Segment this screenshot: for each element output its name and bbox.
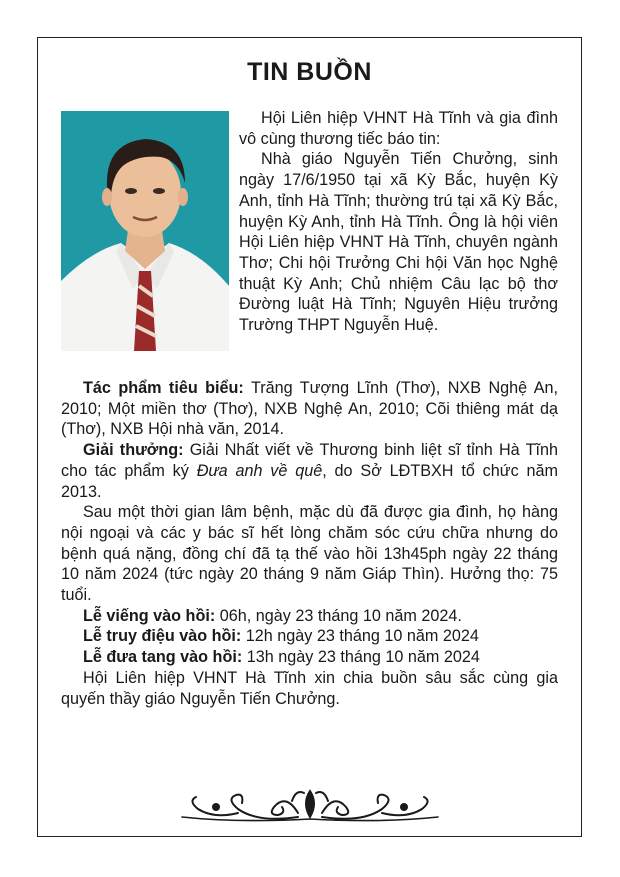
body-block — [61, 378, 558, 709]
award-label: Giải thưởng: — [83, 441, 184, 460]
works-paragraph — [61, 378, 558, 440]
portrait-photo — [61, 111, 229, 351]
funeral-label: Lễ đưa tang vào hồi: — [83, 648, 243, 667]
works-label: Tác phẩm tiêu biểu: — [83, 379, 244, 397]
memorial-label: Lễ truy điệu vào hồi: — [83, 627, 242, 646]
memorial-paragraph — [61, 626, 558, 647]
death-paragraph: Sau một thời gian lâm bệnh, mặc dù đã được gia đình, họ hàng nội ngoại và các y bác sĩ hết lòng chăm sóc cứu chữa nhưng do bệnh quá nặng, đồng chí đã tạ thế vào hồi 13h45ph ngày 22 tháng 10 năm 2024 (tức ngày 20 tháng 9 năm Giáp Thìn). Hưởng thọ: 75 tuổi. — [61, 503, 558, 605]
obituary-frame — [37, 37, 582, 837]
viewing-text: 06h, ngày 23 tháng 10 năm 2024. — [215, 606, 462, 625]
viewing-label: Lễ viếng vào hồi: — [83, 606, 216, 625]
intro-text: Hội Liên hiệp VHNT Hà Tĩnh và gia đình vô cùng thương tiếc báo tin: — [239, 109, 558, 148]
funeral-text: 13h ngày 23 tháng 10 năm 2024 — [242, 648, 480, 667]
award-text-1: Giải Nhất viết về Thương binh liệt sĩ tỉnh Hà Tĩnh cho tác phẩm ký — [61, 441, 558, 480]
award-text-2: , do Sở LĐTBXH tổ chức năm 2013. — [61, 461, 558, 501]
page-title: TIN BUỒN — [247, 58, 372, 86]
memorial-text: 12h ngày 23 tháng 10 năm 2024 — [241, 627, 479, 646]
works-text: Trăng Tượng Lĩnh (Thơ), NXB Nghệ An, 2010; Một miền thơ (Thơ), NXB Nghệ An, 2010; Cõi thiêng mát dạ (Thơ), NXB Hội nhà văn, 2014. — [61, 379, 558, 439]
award-work-title: Đưa anh về quê — [196, 461, 323, 480]
floral-divider-icon — [178, 783, 443, 823]
funeral-paragraph — [61, 647, 558, 668]
viewing-paragraph — [61, 606, 558, 627]
bio-text: Nhà giáo Nguyễn Tiến Chưởng, sinh ngày 17/6/1950 tại xã Kỳ Bắc, huyện Kỳ Anh, tỉnh Hà Tĩnh; thường trú tại xã Kỳ Bắc, huyện Kỳ Anh, tỉnh Hà Tĩnh. Ông là hội viên Hội Liên hiệp VHNT Hà Tĩnh, chuyên ngành Thơ; Chi hội Trưởng Chi hội Văn học Nghệ thuật Kỳ Anh; Chủ nhiệm Câu lạc bộ thơ Đường luật Hà Tĩnh; Nguyên Hiệu trưởng Trường THPT Nguyễn Huệ. — [239, 150, 558, 335]
award-paragraph — [61, 440, 558, 502]
intro-block — [239, 108, 558, 336]
closing-paragraph: Hội Liên hiệp VHNT Hà Tĩnh xin chia buồn sâu sắc cùng gia quyến thầy giáo Nguyễn Tiến Chưởng. — [61, 668, 558, 708]
